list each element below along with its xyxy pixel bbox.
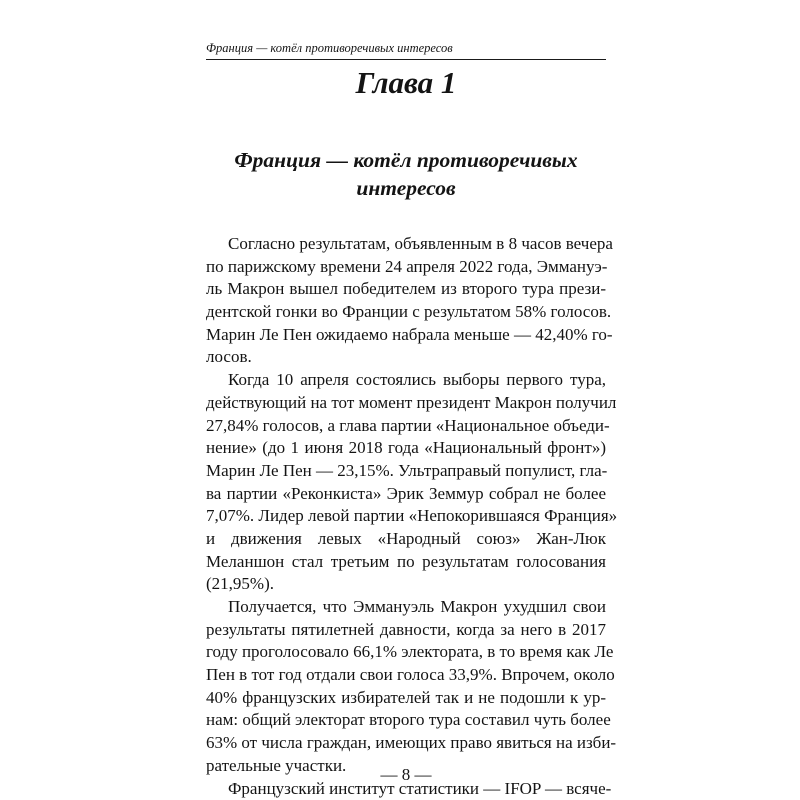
text-line: 27,84% голосов, а глава партии «Национальное объеди-: [206, 415, 610, 435]
text-line: (21,95%).: [206, 574, 274, 594]
text-line: 7,07%. Лидер левой партии «Непокорившаяся Франция»: [206, 506, 618, 526]
chapter-title-line: Франция — котёл противоречивых: [234, 148, 578, 172]
text-line: нам: общий электорат второго тура составил чуть более: [206, 710, 611, 730]
text-line: Марин Ле Пен — 23,15%. Ультраправый популист, гла-: [206, 460, 608, 480]
text-line: Когда 10 апреля состоялись выборы первого тура,: [228, 370, 606, 390]
text-line: Пен в тот год отдали свои голоса 33,9%. Впрочем, около: [206, 665, 615, 685]
text-line: году проголосовало 66,1% электората, в то время как Ле: [206, 642, 614, 662]
text-line: нение» (до 1 июня 2018 года «Национальный фронт»): [206, 438, 606, 458]
text-line: 63% от числа граждан, имеющих право явиться на изби-: [206, 733, 617, 753]
paragraph: [206, 233, 613, 369]
text-line: Меланшон стал третьим по результатам голосования: [206, 551, 606, 571]
text-line: и движения левых «Народный союз» Жан-Люк: [206, 528, 606, 548]
text-line: результаты пятилетней давности, когда за него в 2017: [206, 619, 606, 639]
text-line: действующий на тот момент президент Макрон получил: [206, 392, 617, 412]
text-line: Получается, что Эммануэль Макрон ухудшил свои: [228, 597, 606, 616]
text-line: рательные участки.: [206, 755, 347, 775]
body-text: [206, 233, 618, 800]
text-line: ва партии «Реконкиста» Эрик Земмур собрал не более: [206, 483, 606, 503]
paragraph: [206, 596, 617, 778]
paragraph: [206, 369, 618, 596]
text-line: по парижскому времени 24 апреля 2022 года, Эммануэ-: [206, 256, 608, 276]
text-line: лосов.: [206, 347, 252, 367]
text-line: 40% французских избирателей так и не подошли к ур-: [206, 687, 606, 707]
header-rule: [206, 59, 606, 60]
text-line: Марин Ле Пен ожидаемо набрала меньше — 42,40% го-: [206, 324, 613, 344]
text-line: ль Макрон вышел победителем из второго тура прези-: [206, 279, 606, 299]
running-head: Франция — котёл противоречивых интересов: [206, 41, 453, 55]
text-line: Согласно результатам, объявленным в 8 часов вечера: [228, 234, 613, 253]
text-line: Французский институт статистики — IFOP — всяче-: [228, 778, 612, 798]
text-line: дентской гонки во Франции с результатом 58% голосов.: [206, 302, 612, 322]
chapter-title-line: интересов: [356, 176, 456, 200]
chapter-number: Глава 1: [355, 65, 457, 100]
chapter-title: [206, 146, 606, 202]
page-number: — 8 —: [380, 765, 432, 784]
book-page: [206, 26, 618, 798]
